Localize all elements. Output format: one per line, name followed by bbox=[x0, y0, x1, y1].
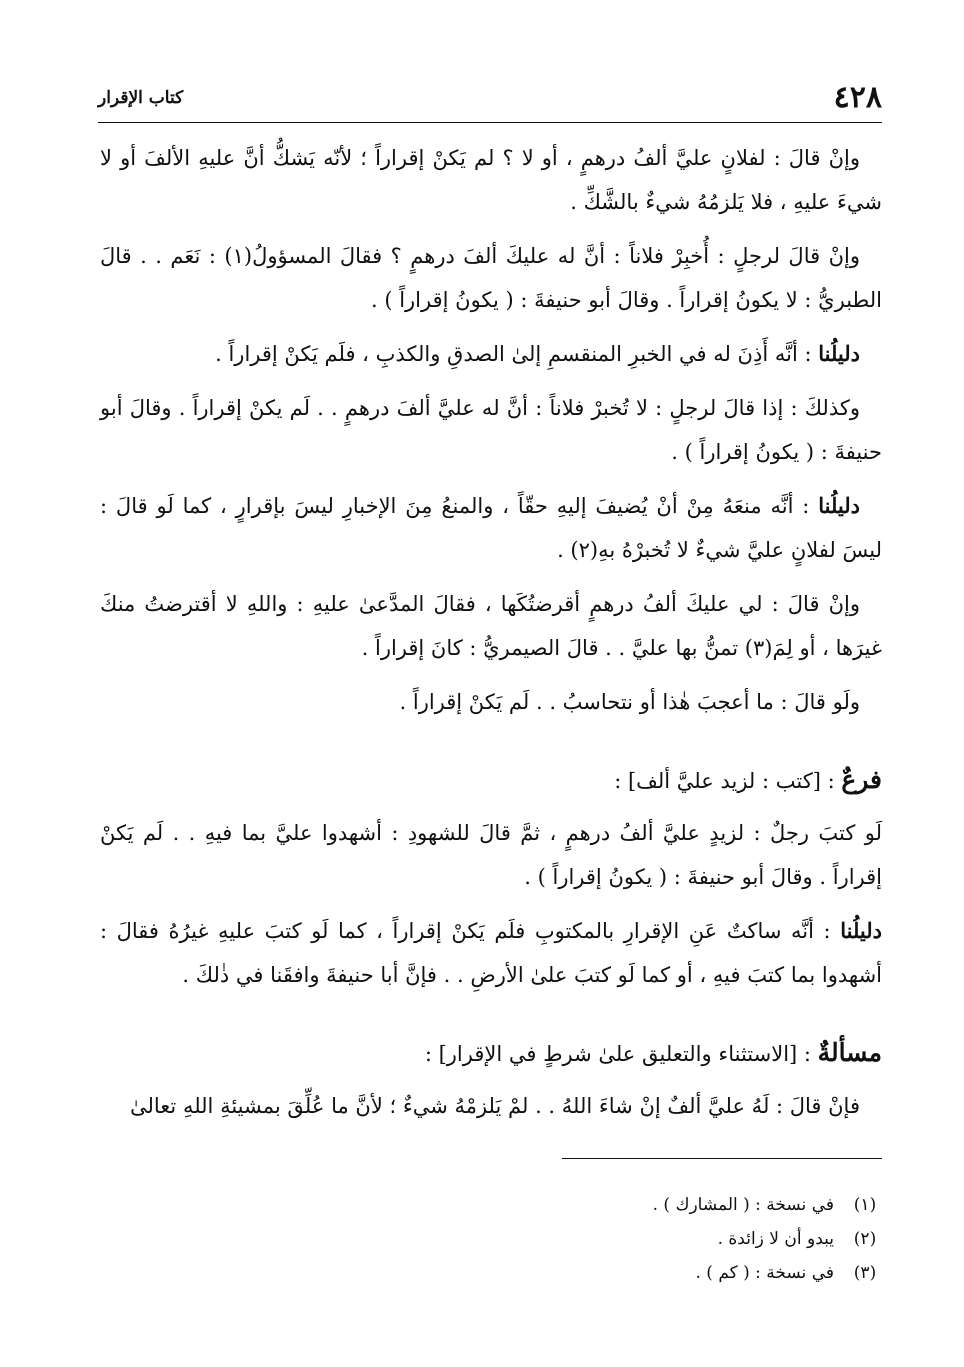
footnote-text: يبدو أن لا زائدة . bbox=[717, 1229, 834, 1249]
section-label: فرعٌ bbox=[841, 765, 882, 794]
section-heading bbox=[100, 1031, 882, 1076]
paragraph: وإنْ قالَ : لفلانٍ عليَّ ألفُ درهمٍ ، أو لا ؟ لم يَكنْ إقراراً ؛ لأنّه يَشكُّ أنَّ عليهِ الألفَ أو لا شيءَ عليهِ ، فلا يَلزمُهُ شيءٌ بالشَّكِّ . bbox=[100, 146, 882, 214]
footnote-number: (٢) bbox=[853, 1229, 877, 1249]
running-header bbox=[98, 80, 882, 123]
footnote bbox=[282, 1222, 882, 1256]
paragraph: وإنْ قالَ لرجلٍ : أُخبِرْ فلاناً : أنَّ له عليكَ ألفَ درهمٍ ؟ فقالَ المسؤولُ(١) : نَعَم . . قالَ الطبريُّ : لا يكونُ إقراراً . وقالَ أبو حنيفةَ : ( يكونُ إقراراً ) . bbox=[100, 244, 882, 312]
main-text bbox=[100, 136, 882, 1138]
paragraph: وكذلكَ : إذا قالَ لرجلٍ : لا تُخبرْ فلاناً : أنَّ له عليَّ ألفَ درهمٍ . . لَم يكنْ إقراراً . وقالَ أبو حنيفةَ : ( يكونُ إقراراً ) . bbox=[100, 396, 882, 464]
argument-label: دليلُنا bbox=[818, 341, 860, 366]
paragraph-text: : أنَّه منعَهُ مِنْ أنْ يُضيفَ إليهِ حقّاً ، والمنعُ مِنَ الإخبارِ ليسَ بإقرارٍ ، كما لَو قالَ : ليسَ لفلانٍ عليَّ شيءٌ لا تُخبرْهُ بهِ(٢) . bbox=[100, 494, 882, 562]
footnote-number: (١) bbox=[853, 1195, 877, 1215]
footnote-number: (٣) bbox=[853, 1263, 877, 1283]
paragraph bbox=[100, 484, 882, 572]
book-title: كتاب الإقرار bbox=[98, 88, 184, 108]
footnote bbox=[282, 1188, 882, 1222]
footnotes bbox=[282, 1188, 882, 1290]
paragraph: ولَو قالَ : ما أعجبَ هٰذا أو نتحاسبُ . . لَم يَكنْ إقراراً . bbox=[399, 690, 860, 714]
footnote bbox=[282, 1256, 882, 1290]
paragraph-text: : أنَّه أَذِنَ له في الخبرِ المنقسمِ إلىٰ الصدقِ والكذبِ ، فلَم يَكنْ إقراراً . bbox=[215, 342, 819, 366]
footnote-divider bbox=[562, 1158, 882, 1159]
section-heading bbox=[100, 758, 882, 803]
argument-label: دليلُنا bbox=[818, 493, 860, 518]
paragraph: لَو كتبَ رجلٌ : لزيدٍ عليَّ ألفُ درهمٍ ، ثمَّ قالَ للشهودِ : أشهدوا عليَّ بما فيهِ . . لَم يَكنْ إقراراً . وقالَ أبو حنيفةَ : ( يكونُ إقراراً ) . bbox=[100, 821, 882, 889]
paragraph: فإنْ قالَ : لَهُ عليَّ ألفٌ إنْ شاءَ اللهُ . . لمْ يَلزمْهُ شيءٌ ؛ لأنَّ ما عُلِّقَ بمشيئةِ اللهِ تعالىٰ bbox=[130, 1094, 860, 1118]
paragraph bbox=[100, 909, 882, 997]
footnote-text: في نسخة : ( المشارك ) . bbox=[652, 1195, 834, 1215]
page-number: ٤٢٨ bbox=[833, 80, 882, 115]
paragraph-text: : أنَّه ساكتٌ عَنِ الإقرارِ بالمكتوبِ فلَم يَكنْ إقراراً ، كما لَو كتبَ عليهِ غيرُهُ فقالَ : أشهدوا بما كتبَ فيهِ ، أو كما لَو كتبَ علىٰ الأرضِ . . فإنَّ أبا حنيفةَ وافقَنا في ذٰلكَ . bbox=[100, 919, 882, 987]
paragraph: وإنْ قالَ : لي عليكَ ألفُ درهمٍ أقرضتُكَها ، فقالَ المدَّعىٰ عليهِ : واللهِ لا أقترضتُ منكَ غيرَها ، أو لِمَ(٣) تمنُّ بها عليَّ . . قالَ الصيمريُّ : كانَ إقراراً . bbox=[100, 592, 882, 660]
argument-label: دليلُنا bbox=[840, 918, 882, 943]
footnote-text: في نسخة : ( كم ) . bbox=[695, 1263, 834, 1283]
section-label: مسألةٌ bbox=[817, 1038, 882, 1067]
section-title: : [كتب : لزيد عليَّ ألف] : bbox=[614, 769, 842, 793]
section-title: : [الاستثناء والتعليق علىٰ شرطٍ في الإقرار] : bbox=[424, 1042, 818, 1066]
paragraph bbox=[100, 332, 882, 376]
